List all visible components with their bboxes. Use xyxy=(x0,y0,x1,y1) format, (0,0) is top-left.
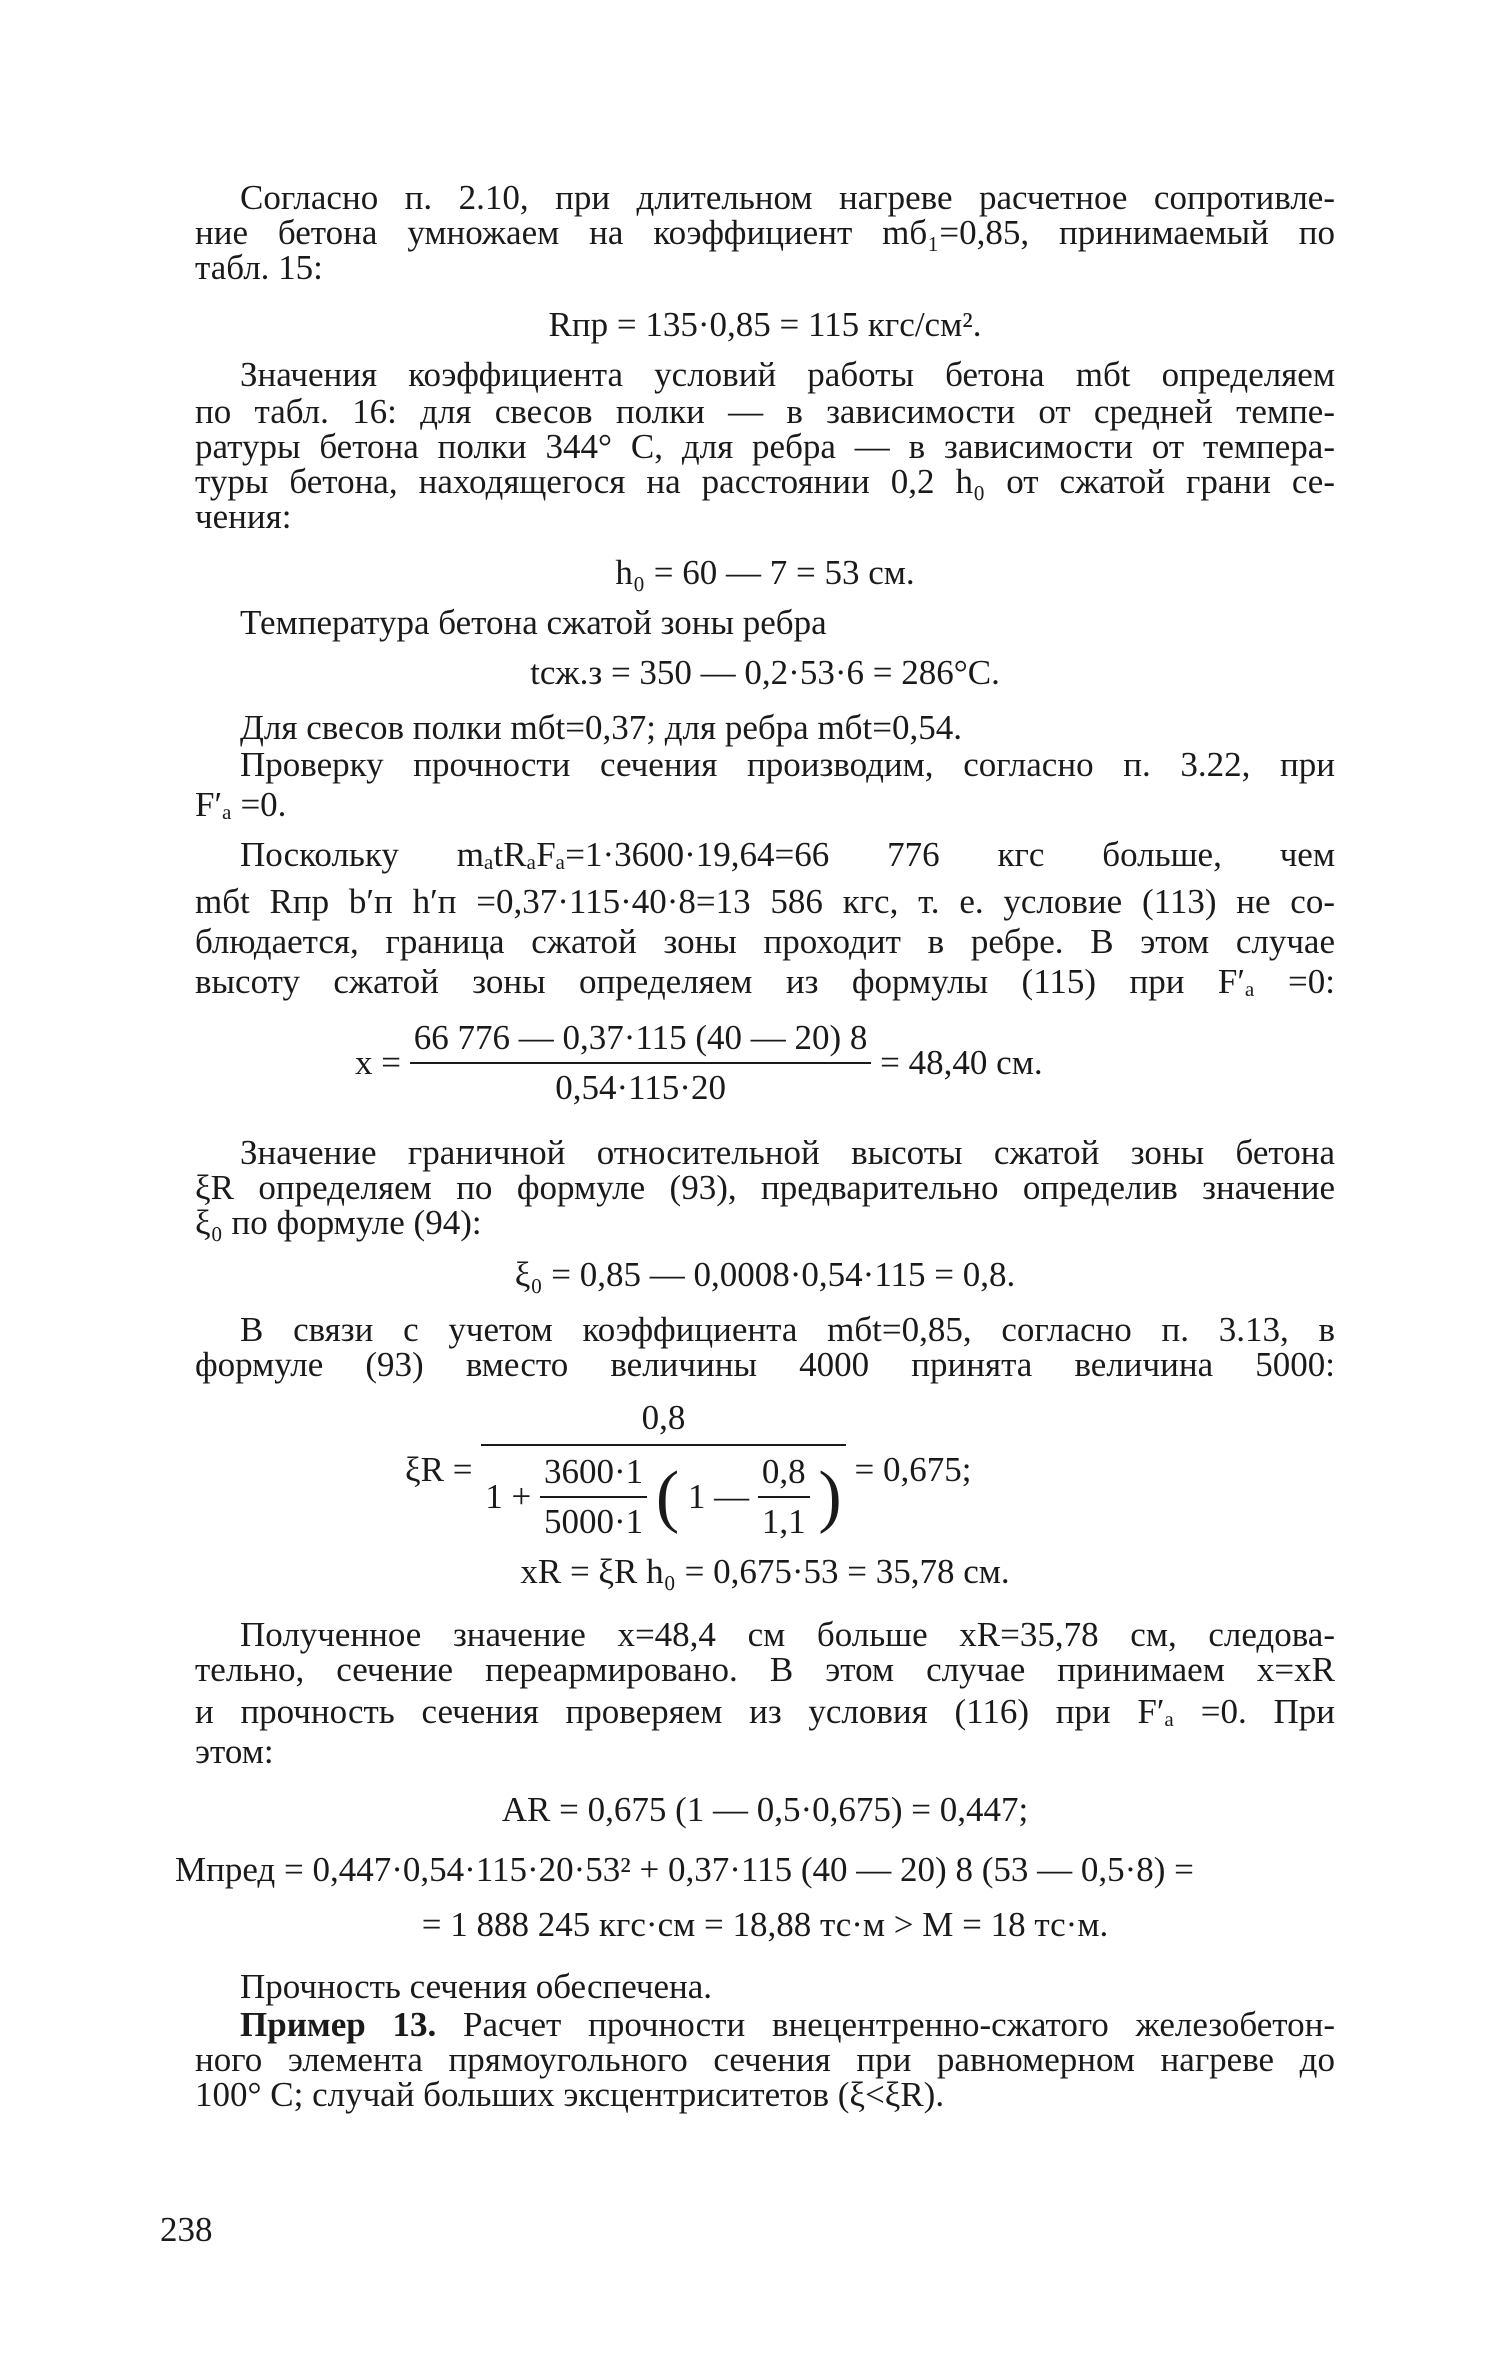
paragraph-line: по табл. 16: для свесов полки — в зависимости от средней темпе- xyxy=(195,392,1335,431)
paragraph-line: Значение граничной относительной высоты сжатой зоны бетона xyxy=(240,1133,1335,1172)
paragraph-line: высоту сжатой зоны определяем из формулы (115) при F′ₐ =0: xyxy=(195,962,1335,1001)
paragraph-line: ξ₀ по формуле (94): xyxy=(195,1203,482,1242)
right-paren: ) xyxy=(818,1458,842,1535)
equation-lhs: x = xyxy=(355,1043,401,1082)
paragraph-line: В связи с учетом коэффициента mбt=0,85, согласно п. 3.13, в xyxy=(240,1310,1335,1349)
equation-rhs: = 48,40 см. xyxy=(880,1043,1043,1082)
paragraph-line: чения: xyxy=(195,497,292,536)
paragraph-line: ратуры бетона полки 344° С, для ребра — в зависимости от темпера- xyxy=(195,427,1335,466)
fraction-denominator xyxy=(481,1446,846,1542)
paragraph-line: mбt Rпр b′п h′п =0,37·115·40·8=13 586 кгс, т. е. условие (113) не со- xyxy=(195,882,1335,921)
paragraph-line: табл. 15: xyxy=(195,248,323,287)
paragraph-line: ного элемента прямоугольного сечения при равномерном нагреве до xyxy=(195,2040,1335,2079)
equation-fraction xyxy=(355,1018,1043,1108)
paragraph-line: ние бетона умножаем на коэффициент mб₁=0,85, принимаемый по xyxy=(195,213,1335,252)
inner-numerator: 3600·1 xyxy=(540,1452,647,1498)
equation: AR = 0,675 (1 — 0,5·0,675) = 0,447; xyxy=(501,1790,1029,1829)
paragraph-line: 100° С; случай больших эксцентриситетов (ξ<ξR). xyxy=(195,2075,945,2114)
equation: Rпр = 135·0,85 = 115 кгс/см². xyxy=(548,305,982,344)
paragraph-line: тельно, сечение переармировано. В этом случае принимаем x=xR xyxy=(195,1650,1335,1689)
inner-fraction xyxy=(540,1452,647,1542)
inner-fraction xyxy=(758,1452,810,1542)
fraction-numerator: 66 776 — 0,37·115 (40 — 20) 8 xyxy=(410,1018,872,1064)
equation: Mпред = 0,447·0,54·115·20·53² + 0,37·115 (40 — 20) 8 (53 — 0,5·8) = xyxy=(175,1850,1194,1889)
fraction-denominator: 0,54·115·20 xyxy=(555,1068,726,1107)
page-number: 238 xyxy=(160,2210,213,2249)
paragraph-line: Значения коэффициента условий работы бетона mбt определяем xyxy=(240,355,1335,394)
inner-numerator: 0,8 xyxy=(758,1452,810,1498)
equation: xR = ξR h₀ = 0,675·53 = 35,78 см. xyxy=(520,1552,1010,1591)
left-paren: ( xyxy=(655,1458,680,1535)
equation: ξ₀ = 0,85 — 0,0008·0,54·115 = 0,8. xyxy=(514,1255,1016,1294)
paragraph-line: Полученное значение x=48,4 см больше xR=35,78 см, следова- xyxy=(240,1615,1335,1654)
one-minus: 1 — xyxy=(687,1477,750,1516)
paragraph-line: F′ₐ =0. xyxy=(195,785,287,824)
paragraph-line: туры бетона, находящегося на расстоянии 0,2 h₀ от сжатой грани се- xyxy=(195,462,1335,501)
paragraph-line: формуле (93) вместо величины 4000 принята величина 5000: xyxy=(195,1345,1335,1384)
fraction-numerator: 0,8 xyxy=(481,1398,846,1446)
equation-lhs: ξR = xyxy=(405,1450,473,1489)
paragraph-line: этом: xyxy=(195,1732,274,1771)
paragraph-line: блюдается, граница сжатой зоны проходит в ребре. В этом случае xyxy=(195,922,1335,961)
paragraph-line: ξR определяем по формуле (93), предварительно определив значение xyxy=(195,1168,1335,1207)
equation-nested-fraction xyxy=(405,1398,971,1542)
paragraph-line: Для свесов полки mбt=0,37; для ребра mбt=0,54. xyxy=(240,708,962,747)
equation: h₀ = 60 — 7 = 53 см. xyxy=(615,553,915,592)
equation-rhs: = 0,675; xyxy=(854,1450,972,1489)
one-plus: 1 + xyxy=(485,1477,532,1516)
equation: = 1 888 245 кгс·см = 18,88 тс·м > M = 18 тс·м. xyxy=(421,1905,1109,1944)
paragraph-line: Прочность сечения обеспечена. xyxy=(240,1967,713,2006)
paragraph-line: Поскольку mₐtRₐFₐ=1·3600·19,64=66 776 кгс больше, чем xyxy=(240,835,1335,874)
paragraph-line: и прочность сечения проверяем из условия (116) при F′ₐ =0. При xyxy=(195,1692,1335,1731)
paragraph-line: Проверку прочности сечения производим, согласно п. 3.22, при xyxy=(240,745,1335,784)
fraction xyxy=(410,1018,872,1108)
inner-denominator: 1,1 xyxy=(761,1502,806,1541)
paragraph-line: Температура бетона сжатой зоны ребра xyxy=(240,603,827,642)
equation: tсж.з = 350 — 0,2·53·6 = 286°С. xyxy=(530,653,1000,692)
paragraph-line: Согласно п. 2.10, при длительном нагреве расчетное сопротивле- xyxy=(240,178,1335,217)
example-label: Пример 13. xyxy=(240,2005,437,2044)
example-text: Расчет прочности внецентренно-сжатого железобетон- xyxy=(436,2005,1335,2044)
example-heading-line xyxy=(240,2005,1335,2045)
fraction xyxy=(481,1398,846,1542)
inner-denominator: 5000·1 xyxy=(543,1502,644,1541)
